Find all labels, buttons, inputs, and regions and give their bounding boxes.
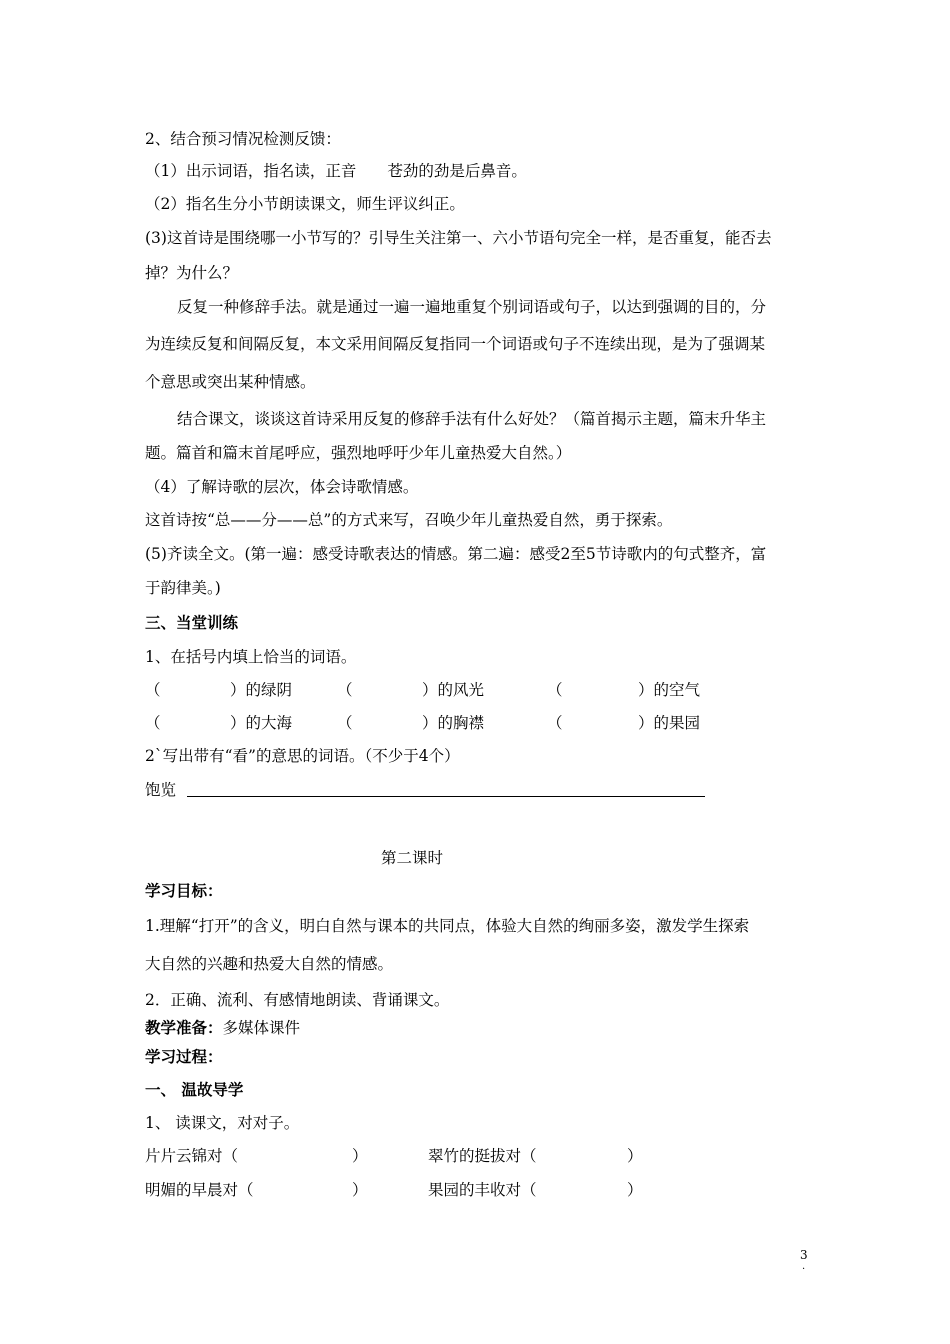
text-line: 2．正确、流利、有感情地朗读、背诵课文。 <box>145 991 450 1009</box>
blank-close: ）的空气 <box>638 681 701 699</box>
text-line: (3)这首诗是围绕哪一小节写的？引导生关注第一、六小节语句完全一样，是否重复，能否去 <box>145 229 772 247</box>
blank-close: ）的大海 <box>230 714 293 732</box>
pair-prompt: 明媚的早晨对（ <box>145 1181 254 1199</box>
blank-open: （ <box>145 681 161 699</box>
section-heading: 三、当堂训练 <box>145 614 239 632</box>
prep-label: 教学准备： <box>145 1019 223 1037</box>
text-line: 结合课文，谈谈这首诗采用反复的修辞手法有什么好处？（篇首揭示主题，篇末升华主 <box>177 410 767 428</box>
section-heading: 学习过程： <box>145 1048 223 1066</box>
pair-row <box>0 1146 950 1166</box>
pair-prompt: 果园的丰收对（ <box>428 1181 537 1199</box>
text-line: （4）了解诗歌的层次，体会诗歌情感。 <box>145 478 419 496</box>
pair-close: ） <box>627 1147 643 1165</box>
step-heading: 2、结合预习情况检测反馈： <box>145 130 341 148</box>
blank-close: ）的果园 <box>638 714 701 732</box>
pair-row <box>0 1180 950 1200</box>
text-line: 于韵律美。) <box>145 579 221 597</box>
text-line: 1、在括号内填上恰当的词语。 <box>145 648 357 666</box>
answer-label: 饱览 <box>145 781 177 799</box>
blank-open: （ <box>337 714 353 732</box>
text-line: 掉？为什么？ <box>145 264 239 282</box>
section-heading: 学习目标： <box>145 882 223 900</box>
text-line: 2`写出带有“看”的意思的词语。（不少于4个） <box>145 747 460 765</box>
text-line: 1、 读课文，对对子。 <box>145 1114 300 1132</box>
pair-prompt: 翠竹的挺拔对（ <box>428 1147 537 1165</box>
text-line: 1.理解“打开”的含义，明白自然与课本的共同点，体验大自然的绚丽多姿，激发学生探索 <box>145 917 750 935</box>
text-line: 大自然的兴趣和热爱大自然的情感。 <box>145 955 394 973</box>
blank-open: （ <box>547 714 563 732</box>
blank-open: （ <box>145 714 161 732</box>
text-line: 这首诗按“总——分——总”的方式来写，召唤少年儿童热爱自然，勇于探索。 <box>145 511 673 529</box>
pair-close: ） <box>352 1147 368 1165</box>
blank-close: ）的风光 <box>422 681 485 699</box>
text-line: 为连续反复和间隔反复，本文采用间隔反复指同一个词语或句子不连续出现，是为了强调某 <box>145 335 766 353</box>
text-line: （1）出示词语，指名读，正音 苍劲的劲是后鼻音。 <box>145 162 527 180</box>
pair-close: ） <box>627 1181 643 1199</box>
text-line: (5)齐读全文。(第一遍：感受诗歌表达的情感。第二遍：感受2至5节诗歌内的句式整齐，富 <box>145 545 767 563</box>
blank-open: （ <box>547 681 563 699</box>
fill-blank-row <box>0 680 950 700</box>
text-line: 反复一种修辞手法。就是通过一遍一遍地重复个别词语或句子，以达到强调的目的，分 <box>177 298 767 316</box>
pair-close: ） <box>352 1181 368 1199</box>
text-line: 题。篇首和篇末首尾呼应，强烈地呼吁少年儿童热爱大自然。） <box>145 444 572 462</box>
page-number-dot: . <box>802 1261 806 1272</box>
blank-open: （ <box>337 681 353 699</box>
blank-close: ）的绿阴 <box>230 681 293 699</box>
page-number: 3 <box>800 1248 808 1262</box>
pair-prompt: 片片云锦对（ <box>145 1147 239 1165</box>
text-line: （2）指名生分小节朗读课文，师生评议纠正。 <box>145 195 465 213</box>
fill-blank-row <box>0 713 950 733</box>
lesson-title: 第二课时 <box>381 849 444 867</box>
blank-close: ）的胸襟 <box>422 714 485 732</box>
prep-value: 多媒体课件 <box>222 1019 301 1037</box>
answer-underline <box>187 796 705 797</box>
prep-line <box>145 1018 300 1038</box>
section-heading: 一、 温故导学 <box>145 1081 244 1099</box>
text-line: 个意思或突出某种情感。 <box>145 373 316 391</box>
